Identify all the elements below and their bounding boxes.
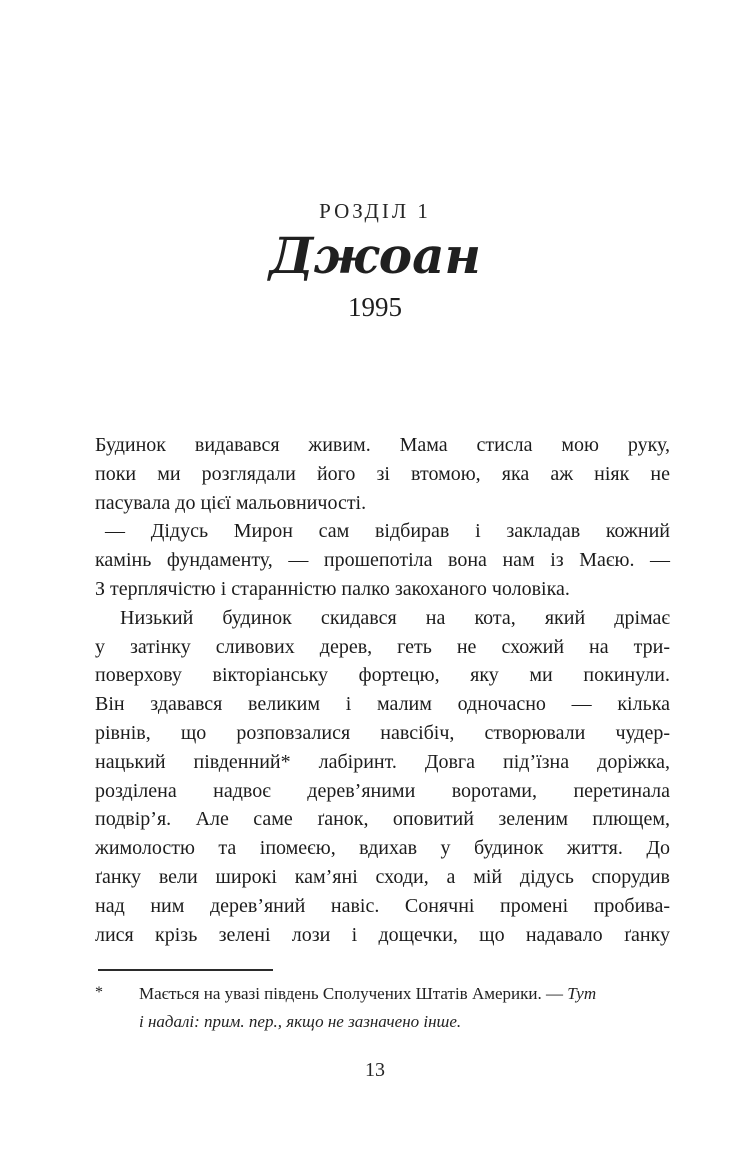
body-line: Будинок видавався живим. Мама стисла мою руку, (95, 434, 670, 456)
chapter-number: РОЗДІЛ 1 (319, 199, 431, 223)
chapter-year: 1995 (348, 292, 402, 322)
body-line: — Дідусь Мирон сам відбирав і закладав кожний (105, 520, 670, 543)
chapter-title: Джоан (269, 226, 481, 285)
body-line: ґанку вели широкі кам’яні сходи, а мій дідусь спорудив (95, 865, 670, 888)
body-line: рівнів, що розповзалися навсібіч, створювали чудер- (95, 721, 670, 744)
body-line: З терплячістю і старанністю палко закоханого чоловіка. (95, 577, 570, 600)
body-line: поверхову вікторіанську фортецю, яку ми покинули. (95, 664, 670, 687)
footnote-line: і надалі: прим. пер., якщо не зазначено інше. (139, 1012, 462, 1031)
body-text (95, 431, 670, 949)
body-line: нацький південний* лабіринт. Довга під’їзна доріжка, (95, 750, 670, 773)
footnote-rule (98, 969, 273, 971)
footnote (95, 980, 660, 1036)
body-line: над ним дерев’яний навіс. Сонячні промені пробива- (95, 894, 670, 917)
page-number: 13 (365, 1059, 385, 1081)
body-line: жимолостю та іпомеєю, вдихав у будинок життя. До (95, 837, 670, 860)
footnote-marker: * (95, 984, 103, 1001)
footnote-italic-text: Тут (567, 984, 597, 1003)
body-line: у затінку сливових дерев, геть не схожий на три- (95, 635, 670, 658)
body-line: поки ми розглядали його зі втомою, яка аж ніяк не (95, 462, 670, 485)
body-line: розділена надвоє дерев’яними воротами, перетинала (95, 779, 670, 802)
body-line: пасувала до цієї мальовничості. (95, 491, 367, 514)
body-line: подвір’я. Але саме ґанок, оповитий зеленим плющем, (95, 808, 670, 831)
body-line: лися крізь зелені лози і дощечки, що надавало ґанку (95, 923, 670, 946)
body-line: Він здавався великим і малим одночасно — кілька (95, 693, 670, 716)
footnote-line (139, 980, 660, 1008)
body-line: камінь фундаменту, — прошепотіла вона нам із Маєю. — (95, 549, 670, 572)
footnote-text (139, 980, 660, 1036)
footnote-regular-text: Мається на увазі південь Сполучених Штатів Америки. — (139, 984, 568, 1003)
body-line: Низький будинок скидався на кота, який дрімає (120, 606, 670, 629)
